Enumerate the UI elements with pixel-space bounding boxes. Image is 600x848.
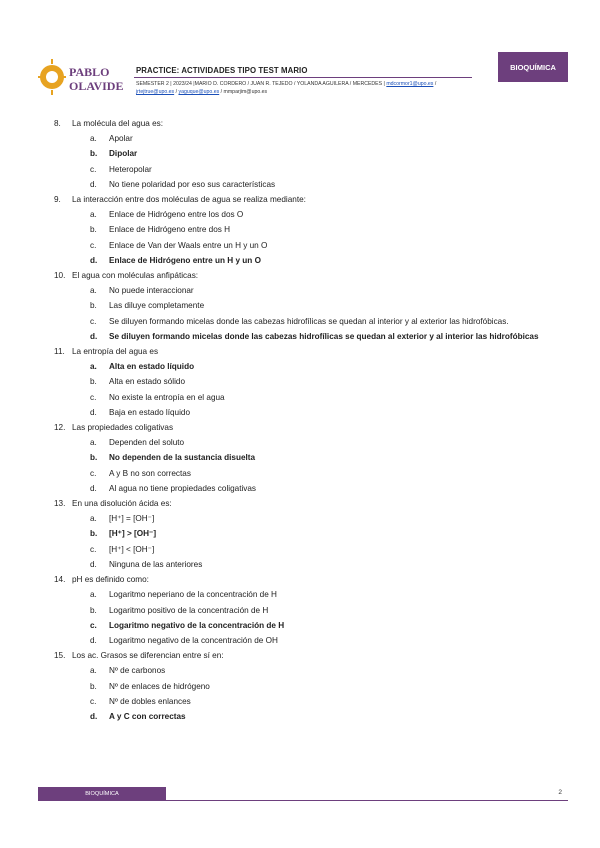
answer-option [90, 283, 554, 298]
option-letter: c. [90, 544, 97, 554]
answer-option [90, 557, 554, 572]
option-text: Se diluyen formando micelas donde las cabezas hidrofílicas se quedan al interior y al exterior las hidrofóbicas. [109, 316, 509, 326]
answer-option [90, 177, 554, 192]
answer-option [90, 663, 554, 678]
answer-option [90, 162, 554, 177]
option-letter: b. [90, 225, 97, 235]
option-letter: b. [90, 149, 98, 159]
option-text: No puede interaccionar [109, 286, 194, 296]
option-text: Ninguna de las anteriores [109, 559, 203, 569]
option-text: [H⁺] > [OH⁻] [109, 529, 157, 539]
option-text: Logaritmo neperiano de la concentración de H [109, 590, 277, 600]
question-list [54, 116, 554, 724]
document-meta: SEMESTER 2 | 2023/24 |MARIO D. CORDERO / JUAN R. TEJEDO / YOLANDA AGUILERA / MERCEDES | mdcormor1@upo.es / jrtejtrue@upo.es / yaguque@upo.es / mmparjim@upo.es [136, 81, 437, 95]
answer-option [90, 298, 554, 313]
answer-option [90, 314, 554, 329]
question-number: 14. [54, 575, 66, 585]
option-letter: b. [90, 605, 97, 615]
option-text: [H⁺] = [OH⁻] [109, 514, 155, 524]
option-text: Nº de enlaces de hidrógeno [109, 681, 210, 691]
svg-text:OLAVIDE: OLAVIDE [69, 79, 124, 93]
option-text: Baja en estado líquido [109, 407, 191, 417]
answer-option-correct [90, 450, 554, 465]
answer-option-correct [90, 253, 554, 268]
question [54, 496, 554, 572]
option-letter: a. [90, 362, 97, 372]
option-letter: c. [90, 164, 97, 174]
option-letter: c. [90, 392, 97, 402]
question-number: 12. [54, 423, 66, 433]
option-letter: a. [90, 134, 97, 144]
answer-option [90, 405, 554, 420]
question [54, 420, 554, 496]
option-text: Se diluyen formando micelas donde las cabezas hidrofílicas se quedan al exterior y al interior las hidrofóbicas [109, 331, 539, 341]
question-text: Los ac. Grasos se diferencian entre sí en: [72, 651, 224, 661]
option-letter: a. [90, 210, 97, 220]
option-letter: b. [90, 377, 97, 387]
question-number: 13. [54, 499, 66, 509]
answer-option [90, 511, 554, 526]
answer-option-correct [90, 526, 554, 541]
answer-option [90, 390, 554, 405]
option-text: [H⁺] < [OH⁻] [109, 544, 155, 554]
document-title: PRACTICE: ACTIVIDADES TIPO TEST MARIO [136, 66, 308, 75]
option-text: Nº de dobles enlances [109, 696, 191, 706]
answer-option [90, 603, 554, 618]
question-number: 9. [54, 195, 61, 205]
option-text: Dependen del soluto [109, 438, 185, 448]
option-list [90, 663, 554, 724]
question-text: La molécula del agua es: [72, 119, 164, 128]
option-list [90, 359, 554, 420]
option-list [90, 131, 554, 192]
option-letter: b. [90, 681, 97, 691]
option-text: A y C con correctas [109, 711, 186, 721]
question-stem [54, 496, 554, 511]
question [54, 192, 554, 268]
question-text: El agua con moléculas anfipáticas: [72, 271, 199, 281]
question [54, 572, 554, 648]
question [54, 344, 554, 420]
option-text: Enlace de Van der Waals entre un H y un O [109, 240, 268, 250]
option-text: A y B no son correctas [109, 468, 191, 478]
question-stem [54, 344, 554, 359]
option-text: Alta en estado sólido [109, 377, 186, 387]
option-text: No dependen de la sustancia disuelta [109, 453, 256, 463]
page-number: 2 [558, 789, 562, 796]
answer-option [90, 131, 554, 146]
question-stem [54, 420, 554, 435]
question-number: 15. [54, 651, 66, 661]
option-letter: d. [90, 559, 97, 569]
answer-option [90, 481, 554, 496]
option-letter: b. [90, 301, 97, 311]
answer-option [90, 633, 554, 648]
answer-option [90, 435, 554, 450]
answer-option [90, 238, 554, 253]
option-text: Enlace de Hidrógeno entre dos H [109, 225, 231, 235]
email-link[interactable]: yaguque@upo.es [178, 89, 220, 95]
option-letter: d. [90, 483, 97, 493]
question [54, 648, 554, 724]
option-text: Al agua no tiene propiedades coligativas [109, 483, 257, 493]
question-number: 11. [54, 347, 65, 357]
answer-option [90, 207, 554, 222]
option-letter: a. [90, 590, 97, 600]
question-number: 8. [54, 119, 61, 128]
meta-text: / mmparjim@upo.es [219, 89, 268, 95]
option-text: No tiene polaridad por eso sus características [109, 179, 276, 189]
question-stem [54, 268, 554, 283]
question-number: 10. [54, 271, 66, 281]
option-letter: d. [90, 635, 97, 645]
option-letter: c. [90, 316, 97, 326]
option-list [90, 435, 554, 496]
option-letter: a. [90, 666, 97, 676]
option-letter: d. [90, 331, 98, 341]
answer-option-correct [90, 146, 554, 161]
question-stem [54, 116, 554, 131]
option-letter: c. [90, 468, 97, 478]
question-text: pH es definido como: [72, 575, 149, 585]
option-text: Alta en estado líquido [109, 362, 195, 372]
option-text: Heteropolar [109, 164, 152, 174]
email-link[interactable]: mdcormor1@upo.es [386, 81, 434, 87]
answer-option [90, 374, 554, 389]
subject-badge: BIOQUÍMICA [498, 52, 568, 82]
answer-option [90, 694, 554, 709]
option-letter: a. [90, 514, 97, 524]
page-footer [38, 787, 568, 801]
header-divider [134, 77, 472, 78]
question-stem [54, 192, 554, 207]
option-letter: b. [90, 453, 98, 463]
email-link[interactable]: jrtejtrue@upo.es [136, 89, 175, 95]
question-stem [54, 648, 554, 663]
option-letter: d. [90, 711, 98, 721]
option-letter: c. [90, 696, 97, 706]
option-text: Logaritmo positivo de la concentración de H [109, 605, 269, 615]
question-text: La interacción entre dos moléculas de agua se realiza mediante: [72, 195, 306, 205]
question-text: La entropía del agua es [72, 347, 159, 357]
answer-option-correct [90, 709, 554, 724]
answer-option-correct [90, 329, 554, 344]
answer-option [90, 542, 554, 557]
option-text: Nº de carbonos [109, 666, 166, 676]
option-list [90, 511, 554, 572]
option-text: Las diluye completamente [109, 301, 205, 311]
question [54, 116, 554, 192]
option-text: Dipolar [109, 149, 138, 159]
answer-option [90, 222, 554, 237]
option-letter: d. [90, 179, 97, 189]
question-text: Las propiedades coligativas [72, 423, 174, 433]
option-letter: b. [90, 529, 98, 539]
option-list [90, 207, 554, 268]
option-text: Logaritmo negativo de la concentración de OH [109, 635, 278, 645]
question-text: En una disolución ácida es: [72, 499, 172, 509]
option-letter: d. [90, 407, 97, 417]
option-text: No existe la entropía en el agua [109, 392, 225, 402]
option-letter: c. [90, 240, 97, 250]
option-list [90, 283, 554, 344]
answer-option [90, 587, 554, 602]
option-letter: a. [90, 438, 97, 448]
option-list [90, 587, 554, 648]
answer-option [90, 466, 554, 481]
option-letter: a. [90, 286, 97, 296]
question-stem [54, 572, 554, 587]
answer-option [90, 679, 554, 694]
meta-text: SEMESTER 2 | 2023/24 |MARIO D. CORDERO / JUAN R. TEJEDO / YOLANDA AGUILERA / MERCEDES | [136, 81, 387, 87]
option-text: Enlace de Hidrógeno entre un H y un O [109, 255, 261, 265]
answer-option-correct [90, 359, 554, 374]
option-text: Enlace de Hidrógeno entre los dos O [109, 210, 244, 220]
footer-subject: BIOQUÍMICA [38, 787, 166, 801]
svg-text:PABLO: PABLO [69, 65, 110, 79]
option-letter: c. [90, 620, 97, 630]
option-text: Logaritmo negativo de la concentración de H [109, 620, 285, 630]
question [54, 268, 554, 344]
option-text: Apolar [109, 134, 133, 144]
page-header [38, 52, 568, 102]
answer-option-correct [90, 618, 554, 633]
footer-divider [166, 800, 568, 801]
option-letter: d. [90, 255, 98, 265]
